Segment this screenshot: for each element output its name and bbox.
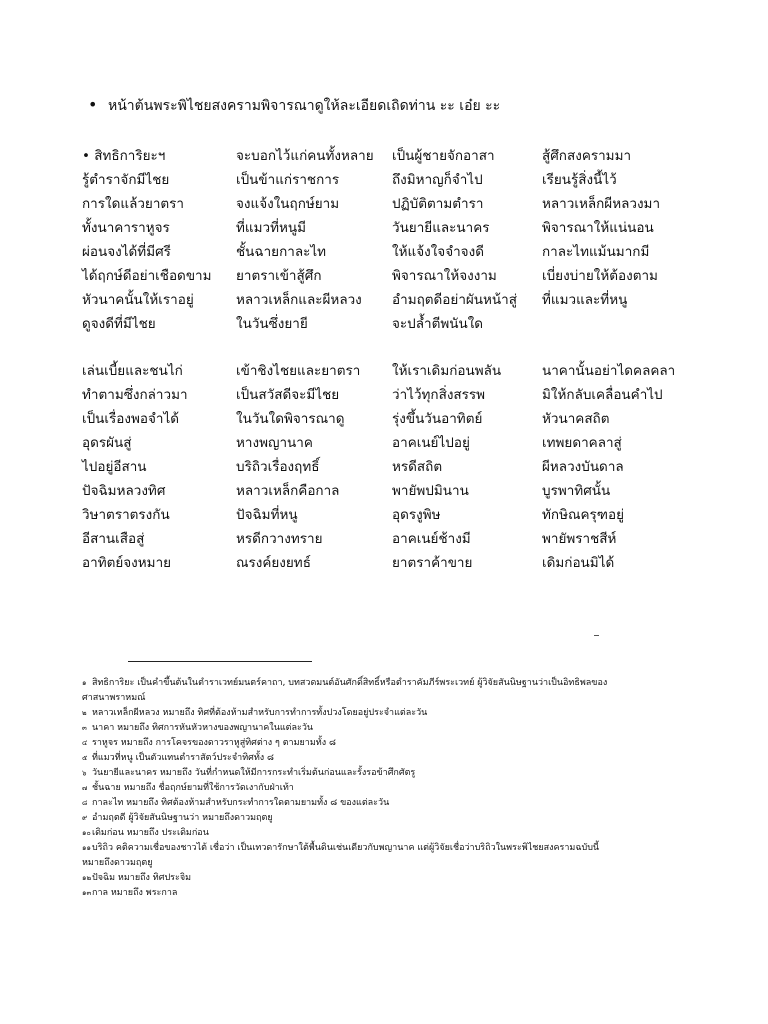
- poem-line: สู้ศึกสงครามมา: [542, 148, 632, 164]
- poem-line: [542, 312, 660, 336]
- poem-line: รู้ตำราจักมีไชย: [82, 172, 170, 188]
- poem-line: ชั้นฉายกาละไท: [236, 244, 327, 260]
- footnote-item: [82, 706, 682, 721]
- footnote-item: [82, 766, 682, 781]
- poem-line: เป็นเรื่องพอจำได้: [82, 411, 180, 427]
- poem-line: ปฏิบัติตามตำรา: [392, 196, 484, 212]
- poem-line: ว่าไว้ทุกสิ่งสรรพ: [392, 387, 486, 403]
- poem-line: ผ่อนจงได้ที่มีศรี: [82, 244, 171, 260]
- poem-line: ดูจงดีที่มีไชย: [82, 316, 156, 332]
- poem-line: อำมฤตดีอย่าผันหน้าสู่: [392, 292, 517, 308]
- poem-column-4: [542, 359, 675, 575]
- poem-column-3: [392, 144, 517, 336]
- footnote-item: [82, 796, 682, 811]
- footnote-item: [82, 721, 682, 736]
- footnote-item: [82, 676, 682, 691]
- footnote-separator: [128, 661, 312, 662]
- stray-mark: [594, 635, 599, 636]
- footnote-item: [82, 871, 682, 886]
- poem-column-3: [392, 359, 501, 575]
- footnote-text: เดิมก่อน หมายถึง ประเดิมก่อน: [92, 828, 209, 838]
- poem-line: เดิมก่อนมิได้: [542, 555, 615, 571]
- footnote-text: ราหูจร หมายถึง การโคจรของดาวราหูสู่ทิศต่าง ๆ ตามยามทั้ง ๘: [92, 738, 336, 748]
- footnote-item: [82, 736, 682, 751]
- poem-line: อาคเนย์ช้างมี: [392, 531, 471, 547]
- footnote-marker: ๕: [82, 754, 88, 762]
- footnote-text: บริถิว คติความเชื่อของชาวไต้ เชื่อว่า เป็นเทวดารักษาใต้พื้นดินเช่นเดียวกับพญานาค แต่ผู้วิจัยเชื่อว่าบริถิวในพระพิไชยสงครามฉบับนี้: [92, 843, 600, 853]
- footnote-text: ที่แมวที่หนู เป็นตัวแทนตำราสัตว์ประจำทิศทั้ง ๘: [92, 753, 274, 763]
- footnote-marker: ๑๒: [82, 874, 92, 882]
- footnote-continuation: หมายถึงดาวมฤตยู: [82, 858, 153, 868]
- footnote-marker: ๑๑: [82, 844, 91, 852]
- page-heading: [88, 95, 500, 116]
- poem-line: บริถิวเรื่องฤทธิ์: [236, 459, 320, 475]
- poem-line: ในวันใดพิจารณาดู: [236, 411, 345, 427]
- footnote-text: ชั้นฉาย หมายถึง ชื่อฤกษ์ยามที่ใช้การวัดเงากับฝ่าเท้า: [92, 783, 294, 793]
- poem-line: มิให้กลับเคลื่อนคำไป: [542, 387, 663, 403]
- poem-line: เทพยดาคลาสู่: [542, 435, 622, 451]
- poem-line: เบี่ยงบ่ายให้ต้องตาม: [542, 268, 658, 284]
- poem-line: ให้เราเดิมก่อนพลัน: [392, 363, 502, 379]
- poem-column-1: [82, 359, 188, 575]
- poem-column-2: [236, 359, 360, 575]
- footnote-text: ปัจฉิม หมายถึง ทิศประจิม: [92, 873, 192, 883]
- footnote-text: สิทธิการิยะ เป็นคำขึ้นต้นในตำราเวทย์มนตร์คาถา, บทสวดมนต์อันศักดิ์สิทธิ์หรือตำราคัมภีร์พระเวทย์ ผู้วิจัยสันนิษฐานว่าเป็นอิทธิพลของ: [92, 678, 608, 688]
- poem-line: ไปอยู่อีสาน: [82, 459, 147, 475]
- poem-line: จะบอกไว้แก่คนทั้งหลาย: [236, 148, 374, 164]
- footnote-item: [82, 781, 682, 796]
- footnote-text: หลาวเหล็กผีหลวง หมายถึง ทิศที่ต้องห้ามสำหรับการทำการทั้งปวงโดยอยู่ประจำแต่ละวัน: [92, 708, 428, 718]
- poem-line: การใดแล้วยาตรา: [82, 196, 185, 212]
- poem-line: ทั้งนาคาราหูจร: [82, 220, 170, 236]
- poem-line: หลาวเหล็กคือกาล: [236, 483, 340, 499]
- poem-line: วันยายีและนาคร: [392, 220, 490, 236]
- poem-line: เข้าชิงไชยและยาตรา: [236, 363, 361, 379]
- footnote-item: [82, 811, 682, 826]
- footnote-item: [82, 841, 682, 856]
- poem-line: ที่แมวและที่หนู: [542, 292, 628, 308]
- poem-line: เรียนรู้สิ่งนี้ไว้: [542, 172, 617, 188]
- poem-line: ได้ฤกษ์ดีอย่าเชือดขาม: [82, 268, 212, 284]
- poem-line: พิจารณาให้แน่นอน: [542, 220, 654, 236]
- heading-text: หน้าต้นพระพิไชยสงครามพิจารณาดูให้ละเอียดเถิดท่าน ะะ เอ๋ย ะะ: [108, 98, 501, 114]
- poem-line: หลาวเหล็กและผีหลวง: [236, 292, 362, 308]
- footnote-item: [82, 751, 682, 766]
- footnote-text: กาล หมายถึง พระกาล: [92, 888, 178, 898]
- poem-line: ณรงค์ยงยทธ์: [236, 555, 311, 571]
- footnote-marker: ๑๓: [82, 889, 92, 897]
- poem-line: หลาวเหล็กผีหลวงมา: [542, 196, 661, 212]
- poem-line: อีสานเสือสู่: [82, 531, 145, 547]
- footnote-marker: ๓: [82, 724, 87, 732]
- poem-line: อุดรงูพิษ: [392, 507, 441, 523]
- poem-line: ที่แมวที่หนูมี: [236, 220, 307, 236]
- footnote-marker: ๙: [82, 814, 88, 822]
- poem-line: ถึงมิหาญก็จำไป: [392, 172, 483, 188]
- poem-line: ทำตามซึ่งกล่าวมา: [82, 387, 188, 403]
- poem-line: ปัจฉิมที่หนู: [236, 507, 298, 523]
- poem-line: พายัพราชสีห์: [542, 531, 617, 547]
- bullet-icon: •: [88, 95, 98, 114]
- footnote-text: อำมฤตดี ผู้วิจัยสันนิษฐานว่า หมายถึงดาวมฤตยู: [92, 813, 273, 823]
- poem-line: ทักษิณครุฑอยู่: [542, 507, 625, 523]
- poem-column-2: [236, 144, 374, 336]
- footnote-marker: ๒: [82, 709, 87, 717]
- poem-line: ผีหลวงบันดาล: [542, 459, 624, 475]
- poem-line: จะปล้ำตีพนันใด: [392, 316, 484, 332]
- footnote-text: วันยายีและนาคร หมายถึง วันที่กำหนดให้มีการกระทำเริ่มต้นก่อนและรั้งรอข้าศึกศัตรู: [92, 768, 416, 778]
- poem-line: หัวนาคนั้นให้เราอยู่: [82, 292, 194, 308]
- poem-line: กาละไทแม้นมากมี: [542, 244, 650, 260]
- footnote-text: นาคา หมายถึง ทิศการหันหัวหางของพญานาคในแต่ละวัน: [92, 723, 314, 733]
- poem-line: เล่นเบี้ยและชนไก่: [82, 363, 183, 379]
- footnote-marker: ๑: [82, 679, 87, 687]
- poem-line: หรดีกวางทราย: [236, 531, 323, 547]
- poem-line: หรดีสถิต: [392, 459, 443, 475]
- footnote-marker: ๗: [82, 784, 88, 792]
- footnotes: [82, 676, 682, 901]
- footnote-item: [82, 886, 682, 901]
- poem-line: เป็นผู้ชายจักอาสา: [392, 148, 495, 164]
- footnote-marker: ๑๐: [82, 829, 91, 837]
- poem-line: จงแจ้งในฤกษ์ยาม: [236, 196, 340, 212]
- poem-line: ยาตราเข้าสู้ศึก: [236, 268, 322, 284]
- poem-column-4: [542, 144, 660, 336]
- poem-line: อาคเนย์ไปอยู่: [392, 435, 470, 451]
- footnote-marker: ๖: [82, 769, 87, 777]
- poem-line: ยาตราค้าขาย: [392, 555, 473, 571]
- poem-line: หัวนาคสถิต: [542, 411, 610, 427]
- poem-line: • สิทธิการิยะฯ: [82, 148, 166, 164]
- poem-line: ปัจฉิมหลวงทิศ: [82, 483, 166, 499]
- poem-line: พิจารณาให้จงงาม: [392, 268, 497, 284]
- poem-line: นาคานั้นอย่าไดคลคลา: [542, 363, 676, 379]
- footnote-text: กาละไท หมายถึง ทิศต้องห้ามสำหรับกระทำการใดตามยามทั้ง ๘ ของแต่ละวัน: [92, 798, 390, 808]
- poem-line: เป็นข้าแก่ราชการ: [236, 172, 340, 188]
- poem-line: อาทิตย์จงหมาย: [82, 555, 172, 571]
- poem-line: ในวันซึ่งยายี: [236, 316, 308, 332]
- poem-line: พายัพปมินาน: [392, 483, 469, 499]
- footnote-marker: ๔: [82, 739, 88, 747]
- poem-line: ให้แจ้งใจจำจงดี: [392, 244, 484, 260]
- poem-line: หางพญานาค: [236, 435, 313, 451]
- footnote-continuation: ศาสนาพราหมณ์: [82, 693, 146, 703]
- footnote-marker: ๘: [82, 799, 88, 807]
- poem-column-1: [82, 144, 212, 336]
- poem-line: วิษาตราตรงกัน: [82, 507, 170, 523]
- poem-line: รุ่งขึ้นวันอาทิตย์: [392, 411, 483, 427]
- poem-line: บูรพาทิศนั้น: [542, 483, 611, 499]
- footnote-item: [82, 826, 682, 841]
- poem-line: เป็นสวัสดีจะมีไชย: [236, 387, 340, 403]
- poem-line: อุดรผันสู่: [82, 435, 132, 451]
